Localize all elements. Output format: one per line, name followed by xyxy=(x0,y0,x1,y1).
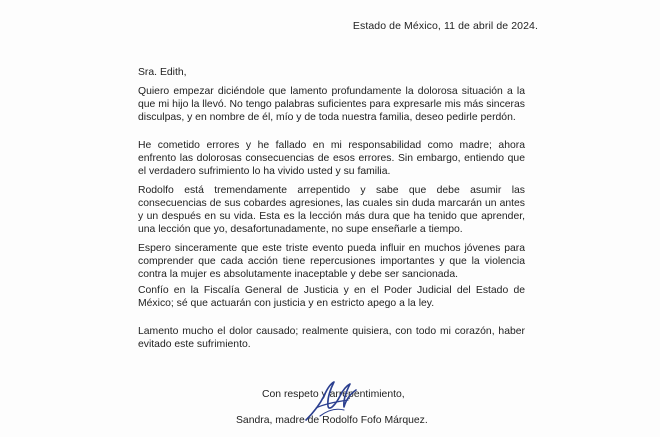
paragraph-4: Espero sinceramente que este triste evento pueda influir en muchos jóvenes para comprender que cada acción tiene repercusiones importantes y que la violencia contra la mujer es absolutamente inaceptable y debe ser sancionada. xyxy=(138,243,525,280)
paragraph-2: He cometido errores y he fallado en mi responsabilidad como madre; ahora enfrento las dolorosas consecuencias de esos errores. Sin embargo, entiendo que el verdadero sufrimiento lo ha vivido usted y su familia. xyxy=(138,140,525,177)
signer-line: Sandra, madre de Rodolfo Fofo Márquez. xyxy=(236,415,428,426)
signature-scribble-icon xyxy=(300,374,362,424)
paragraph-5: Confío en la Fiscalía General de Justicia y en el Poder Judicial del Estado de México; sé que actuarán con justicia y en estricto apego a la ley. xyxy=(138,285,525,309)
paragraph-6: Lamento mucho el dolor causado; realmente quisiera, con todo mi corazón, haber evitado este sufrimiento. xyxy=(138,326,525,350)
closing: Con respeto y arrepentimiento, xyxy=(262,389,405,400)
salutation: Sra. Edith, xyxy=(138,67,187,78)
letter-date: Estado de México, 11 de abril de 2024. xyxy=(352,20,538,32)
paragraph-1: Quiero empezar diciéndole que lamento profundamente la dolorosa situación a la que mi hijo la llevó. No tengo palabras suficientes para expresarle mis más sinceras disculpas, y en nombre de él, mío y de toda nuestra familia, deseo pedirle perdón. xyxy=(138,86,525,123)
paragraph-3: Rodolfo está tremendamente arrepentido y sabe que debe asumir las consecuencias de sus cobardes agresiones, las cuales sin duda marcarán un antes y un después en su vida. Esta es la lección más dura que ha tenido que aprender, una lección que yo, desafortunadamente, no supe enseñarle a tiempo. xyxy=(138,185,525,235)
